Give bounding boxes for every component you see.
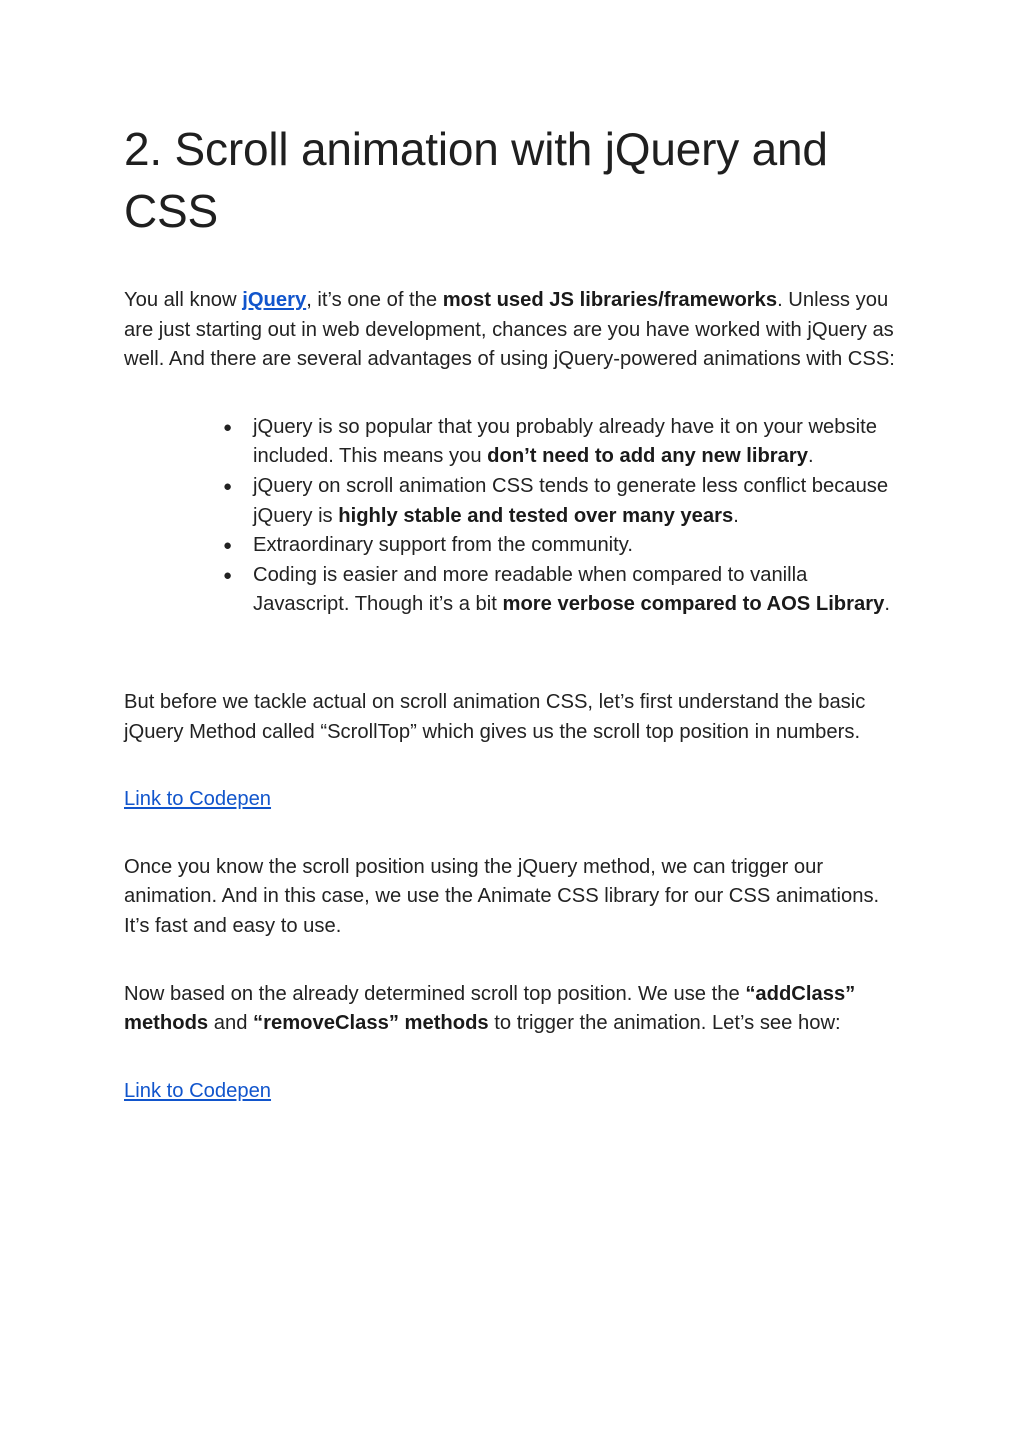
list-item: ● jQuery on scroll animation CSS tends to generate less conflict because jQuery is highly stable and tested over many years. <box>253 472 904 531</box>
list-item: ● Coding is easier and more readable when compared to vanilla Javascript. Though it’s a bit more verbose compared to AOS Library. <box>253 561 904 620</box>
codepen-link-2[interactable]: Link to Codepen <box>124 1079 272 1102</box>
addclass-paragraph: Now based on the already determined scroll top position. We use the “addClass” methods and “removeClass” methods to trigger the animation. Let’s see how: <box>124 982 856 1035</box>
codepen-link-paragraph-1 <box>124 785 904 815</box>
codepen-link-1[interactable]: Link to Codepen <box>124 788 272 811</box>
page-title: 2. Scroll animation with jQuery and CSS <box>124 123 828 237</box>
scrolltop-paragraph: But before we tackle actual on scroll animation CSS, let’s first understand the basic jQuery Method called “ScrollTop” which gives us the scroll top position in numbers. <box>124 690 866 743</box>
advantages-list <box>124 413 904 620</box>
bullet-icon: ● <box>223 477 233 495</box>
document-page <box>124 118 904 1106</box>
list-item: ● Extraordinary support from the community. <box>253 531 904 561</box>
codepen-link-paragraph-2 <box>124 1077 904 1107</box>
list-item: ● jQuery is so popular that you probably already have it on your website included. This means you don’t need to add any new library. <box>253 413 904 472</box>
bullet-icon: ● <box>223 418 233 436</box>
bullet-icon: ● <box>223 566 233 584</box>
animate-css-paragraph: Once you know the scroll position using the jQuery method, we can trigger our animation. And in this case, we use the Animate CSS library for our CSS animations. It’s fast and easy to use. <box>124 855 880 937</box>
intro-paragraph: You all know jQuery, it’s one of the most used JS libraries/frameworks. Unless you are just starting out in web development, chances are you have worked with jQuery as well. And there are several advantages of using jQuery-powered animations with CSS: <box>124 289 895 371</box>
bullet-icon: ● <box>223 537 233 555</box>
jquery-link[interactable]: jQuery <box>242 289 307 311</box>
